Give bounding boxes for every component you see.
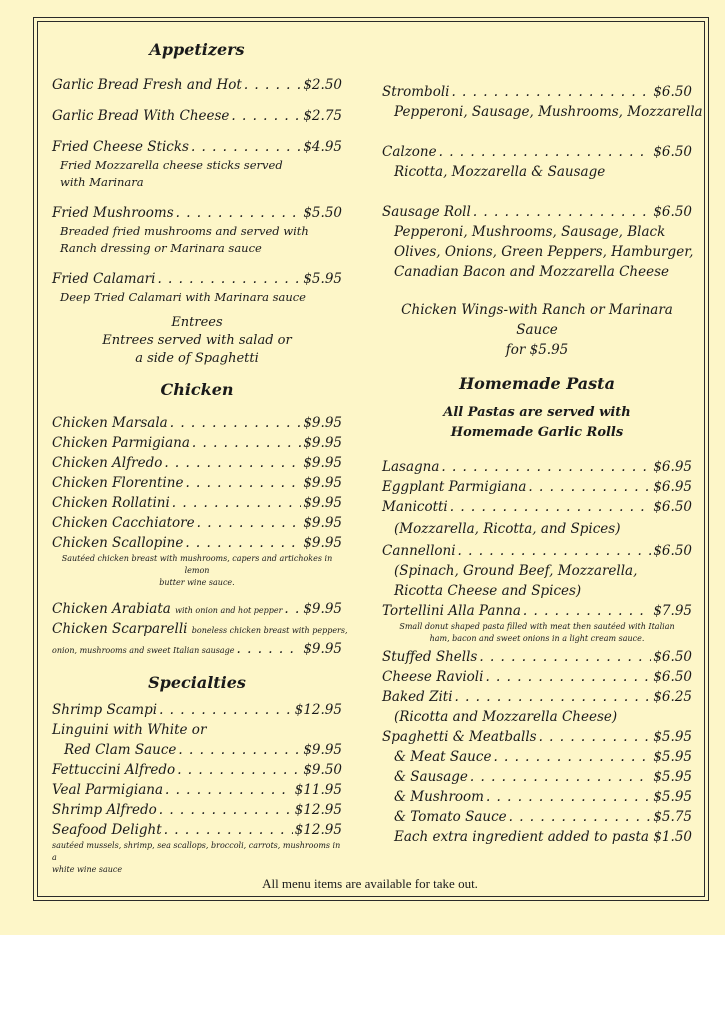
leader-dots <box>485 667 651 687</box>
item-name: Eggplant Parmigiana <box>382 479 527 495</box>
menu-item <box>382 541 692 561</box>
menu-item <box>382 601 692 621</box>
leader-dots <box>231 106 301 126</box>
menu-item <box>382 457 692 477</box>
item-name: Each extra ingredient added to pasta <box>394 829 649 845</box>
item-price: $5.75 <box>653 809 692 825</box>
menu-item <box>52 413 342 433</box>
item-description <box>382 519 692 539</box>
item-description: with Marinara <box>60 175 144 189</box>
item-name: & Tomato Sauce <box>394 809 507 825</box>
item-description <box>382 561 692 581</box>
menu-item <box>52 760 342 780</box>
leader-dots <box>164 453 301 473</box>
item-description: Fried Mozzarella cheese sticks served <box>60 158 283 172</box>
item-name: Cannelloni <box>382 543 456 559</box>
item-price: $12.95 <box>294 802 342 818</box>
item-name: & Meat Sauce <box>394 749 492 765</box>
leader-dots <box>528 477 651 497</box>
leader-dots <box>172 493 302 513</box>
menu-item <box>52 453 342 473</box>
item-name: Spaghetti & Meatballs <box>382 729 537 745</box>
item-name: Garlic Bread With Cheese <box>52 108 230 124</box>
item-price: $9.95 <box>303 415 342 431</box>
menu-item <box>382 727 692 747</box>
item-price: $9.95 <box>303 535 342 551</box>
leader-dots <box>450 497 652 517</box>
appetizers-heading: Appetizers <box>149 40 245 59</box>
item-description <box>382 262 692 282</box>
menu-item <box>382 142 692 162</box>
menu-item <box>52 820 342 840</box>
menu-item <box>382 767 692 787</box>
menu-item <box>52 720 342 740</box>
menu-item <box>52 493 342 513</box>
leader-dots <box>455 687 652 707</box>
item-price: $6.50 <box>653 669 692 685</box>
menu-item <box>52 780 342 800</box>
leader-dots <box>479 647 651 667</box>
menu-item <box>52 619 348 639</box>
item-description: Small donut shaped pasta filled with meat then sautéed with Italian <box>399 622 675 631</box>
item-price: $11.95 <box>294 782 342 798</box>
item-price: $5.95 <box>653 789 692 805</box>
item-description: sautéed mussels, shrimp, sea scallops, broccoli, carrots, mushrooms in a <box>52 841 341 862</box>
menu-item <box>382 202 692 222</box>
item-name: Fried Cheese Sticks <box>52 139 189 155</box>
specialties-heading: Specialties <box>148 673 246 692</box>
menu-item <box>382 807 692 827</box>
menu-item <box>52 75 342 95</box>
leader-dots <box>284 599 301 619</box>
leader-dots <box>486 787 651 807</box>
item-description: Breaded fried mushrooms and served with <box>60 224 309 238</box>
item-price: $9.95 <box>303 742 342 758</box>
leader-dots <box>237 639 302 659</box>
item-name: Red Clam Sauce <box>64 742 177 758</box>
entrees-note: Entrees served with salad or <box>102 333 292 348</box>
item-description <box>382 242 692 262</box>
item-description-text: (Spinach, Ground Beef, Mozzarella, <box>394 563 638 579</box>
item-price: $12.95 <box>294 822 342 838</box>
item-name: Chicken Arabiata <box>52 601 171 617</box>
takeout-footer: All menu items are available for take out. <box>262 876 478 891</box>
item-description <box>382 707 692 727</box>
item-name: Stromboli <box>382 84 450 100</box>
item-price: $9.95 <box>303 475 342 491</box>
menu-item <box>52 800 342 820</box>
leader-dots <box>157 269 301 289</box>
menu-item <box>382 667 692 687</box>
menu-item <box>52 513 342 533</box>
item-description: with onion and hot pepper <box>175 606 283 615</box>
wings-line: for $5.95 <box>505 342 569 358</box>
item-price: $2.75 <box>303 108 342 124</box>
item-name: Manicotti <box>382 499 448 515</box>
leader-dots <box>458 541 652 561</box>
left-column <box>52 40 348 876</box>
item-price: $4.95 <box>303 139 342 155</box>
pasta-heading: Homemade Pasta <box>459 374 615 393</box>
leader-dots <box>170 413 302 433</box>
right-column <box>382 82 703 847</box>
pasta-subheading: Homemade Garlic Rolls <box>450 425 624 440</box>
leader-dots <box>185 473 301 493</box>
item-price: $9.95 <box>303 601 342 617</box>
chicken-heading: Chicken <box>160 380 234 399</box>
entrees-note: a side of Spaghetti <box>135 351 259 366</box>
menu-item <box>52 533 342 553</box>
item-price: $1.50 <box>653 829 692 845</box>
leader-dots <box>523 601 651 621</box>
menu-item <box>382 787 692 807</box>
item-price: $9.95 <box>303 515 342 531</box>
item-name: Fettuccini Alfredo <box>52 762 176 778</box>
item-price: $5.95 <box>653 749 692 765</box>
item-price: $6.50 <box>653 84 692 100</box>
item-price: $6.50 <box>653 649 692 665</box>
item-name: Chicken Cacchiatore <box>52 515 195 531</box>
item-name: Shrimp Alfredo <box>52 802 157 818</box>
menu-item <box>52 269 342 289</box>
item-name: Seafood Delight <box>52 822 162 838</box>
item-price: $9.95 <box>303 495 342 511</box>
item-price: $5.95 <box>653 729 692 745</box>
leader-dots <box>191 137 301 157</box>
item-name: Tortellini Alla Panna <box>382 603 521 619</box>
item-price: $9.95 <box>303 435 342 451</box>
item-description: butter wine sauce. <box>159 578 235 587</box>
item-price: $6.95 <box>653 479 692 495</box>
menu-item <box>382 747 692 767</box>
item-name: Chicken Marsala <box>52 415 168 431</box>
item-price: $5.50 <box>303 205 342 221</box>
item-description-text: Canadian Bacon and Mozzarella Cheese <box>394 264 669 280</box>
item-description-text: Olives, Onions, Green Peppers, Hamburger, <box>394 244 694 260</box>
item-price: $2.50 <box>303 77 342 93</box>
item-name: Chicken Florentine <box>52 475 184 491</box>
item-description-text: (Ricotta and Mozzarella Cheese) <box>394 709 618 725</box>
item-name: Baked Ziti <box>382 689 453 705</box>
leader-dots <box>197 513 302 533</box>
leader-dots <box>164 820 293 840</box>
item-price: $6.50 <box>653 204 692 220</box>
item-description: Ranch dressing or Marinara sauce <box>60 241 262 255</box>
item-name: Stuffed Shells <box>382 649 478 665</box>
item-price: $9.95 <box>303 455 342 471</box>
leader-dots <box>451 82 651 102</box>
item-name: Shrimp Scampi <box>52 702 158 718</box>
item-name: Cheese Ravioli <box>382 669 484 685</box>
menu-item <box>52 137 342 157</box>
item-description: Sautéed chicken breast with mushrooms, capers and artichokes in lemon <box>61 554 333 575</box>
item-name: Chicken Scarparelli <box>52 621 188 637</box>
wings-line: Chicken Wings-with Ranch or Marinara Sauce <box>401 302 673 338</box>
entrees-heading: Entrees <box>171 315 223 330</box>
menu-item <box>382 497 692 517</box>
item-description-text: Ricotta Cheese and Spices) <box>394 583 582 599</box>
item-name: Calzone <box>382 144 437 160</box>
item-description <box>382 102 703 122</box>
menu-item <box>382 687 692 707</box>
item-name: Fried Calamari <box>52 271 156 287</box>
item-name: Sausage Roll <box>382 204 471 220</box>
leader-dots <box>165 780 293 800</box>
menu-item <box>52 203 342 223</box>
pasta-subheading: All Pastas are served with <box>443 405 631 420</box>
item-name: Lasagna <box>382 459 440 475</box>
item-price: $7.95 <box>653 603 692 619</box>
item-price: $6.25 <box>653 689 692 705</box>
menu-item <box>52 433 342 453</box>
item-description: onion, mushrooms and sweet Italian sausage <box>52 646 235 655</box>
item-description: boneless chicken breast with peppers, <box>191 626 348 635</box>
item-name: & Sausage <box>394 769 468 785</box>
leader-dots <box>509 807 652 827</box>
item-price: $9.95 <box>303 641 342 657</box>
leader-dots <box>244 75 302 95</box>
menu-item <box>382 82 692 102</box>
leader-dots <box>441 457 651 477</box>
leader-dots <box>539 727 652 747</box>
item-description <box>382 581 692 601</box>
menu-item <box>52 599 342 619</box>
item-description: Deep Tried Calamari with Marinara sauce <box>60 290 306 304</box>
menu-item <box>382 827 692 847</box>
item-description <box>382 162 692 182</box>
menu-item <box>52 473 342 493</box>
leader-dots <box>470 767 651 787</box>
leader-dots <box>177 760 301 780</box>
item-description-text: Pepperoni, Mushrooms, Sausage, Black <box>394 224 666 240</box>
item-description-text: Ricotta, Mozzarella & Sausage <box>394 164 606 180</box>
item-description-text: (Mozzarella, Ricotta, and Spices) <box>394 521 621 537</box>
item-name: & Mushroom <box>394 789 484 805</box>
item-name: Garlic Bread Fresh and Hot <box>52 77 242 93</box>
item-price: $6.50 <box>653 144 692 160</box>
menu-item <box>52 639 342 659</box>
item-price: $6.95 <box>653 459 692 475</box>
leader-dots <box>493 747 651 767</box>
item-name: Linguini with White or <box>52 722 207 738</box>
leader-dots <box>185 533 301 553</box>
item-price: $5.95 <box>653 769 692 785</box>
leader-dots <box>159 800 293 820</box>
item-name: Chicken Parmigiana <box>52 435 190 451</box>
menu-item <box>52 700 342 720</box>
menu-item <box>52 106 342 126</box>
leader-dots <box>439 142 652 162</box>
item-description: white wine sauce <box>52 865 123 874</box>
item-description <box>382 222 692 242</box>
leader-dots <box>159 700 293 720</box>
menu-item <box>52 740 342 760</box>
item-name: Chicken Alfredo <box>52 455 163 471</box>
menu-item <box>382 477 692 497</box>
item-name: Fried Mushrooms <box>52 205 174 221</box>
leader-dots <box>178 740 301 760</box>
item-price: $6.50 <box>653 543 692 559</box>
item-price: $12.95 <box>294 702 342 718</box>
leader-dots <box>473 202 652 222</box>
item-name: Chicken Rollatini <box>52 495 170 511</box>
item-price: $9.50 <box>303 762 342 778</box>
item-name: Chicken Scallopine <box>52 535 184 551</box>
item-price: $5.95 <box>303 271 342 287</box>
item-price: $6.50 <box>653 499 692 515</box>
leader-dots <box>192 433 301 453</box>
menu-item <box>382 647 692 667</box>
item-name: Veal Parmigiana <box>52 782 164 798</box>
item-description: ham, bacon and sweet onions in a light cream sauce. <box>429 634 645 643</box>
leader-dots <box>176 203 302 223</box>
item-description-text: Pepperoni, Sausage, Mushrooms, Mozzarella <box>394 104 703 120</box>
